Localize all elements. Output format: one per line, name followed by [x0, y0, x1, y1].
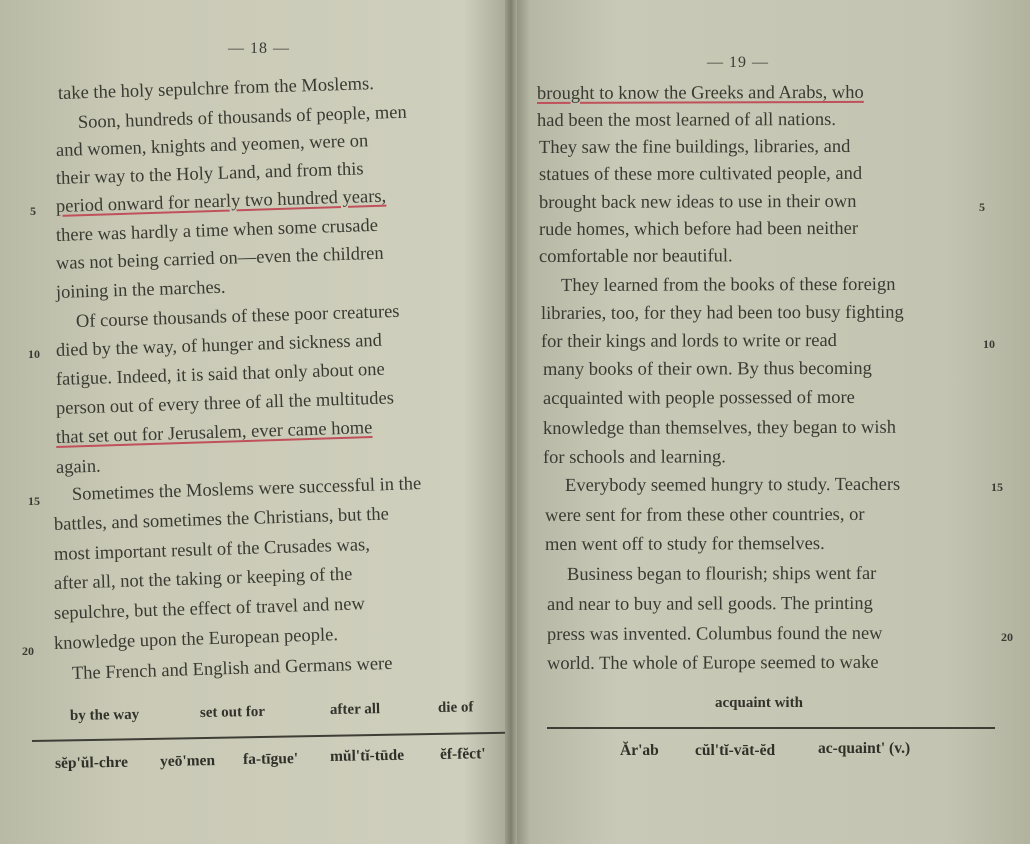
text-line: period onward for nearly two hundred years,: [55, 186, 387, 217]
text-line: brought to know the Greeks and Arabs, who: [536, 82, 864, 104]
text-line: statues of these more cultivated people, and: [538, 163, 863, 185]
vocab-item: die of: [437, 699, 474, 716]
text-line: The French and English and Germans were: [71, 653, 393, 684]
pronunciation-item: mŭl'tĭ-tūde: [329, 746, 405, 765]
text-line: press was invented. Columbus found the new: [546, 623, 883, 645]
text-line: rude homes, which before had been neither: [538, 218, 859, 240]
pronunciation-item: yeō'men: [159, 752, 216, 770]
text-line: acquainted with people possessed of more: [542, 387, 855, 409]
pronunciation-item: cŭl'tĭ-vāt-ĕd: [695, 742, 776, 759]
line-number: 10: [28, 347, 40, 361]
text-line: sepulchre, but the effect of travel and new: [53, 594, 366, 624]
text-line: many books of their own. By thus becoming: [542, 358, 872, 380]
text-line: was not being carried on—even the children: [55, 243, 384, 274]
line-number: 15: [28, 494, 40, 508]
text-line: knowledge upon the European people.: [53, 625, 339, 654]
divider-rule: [32, 732, 507, 742]
text-line: most important result of the Crusades was,: [53, 535, 371, 565]
text-line: person out of every three of all the multitudes: [55, 388, 395, 419]
text-line: for schools and learning.: [542, 447, 726, 468]
pronunciation-item: Ăr'ab: [620, 742, 659, 759]
pronunciation-item: ac-quaint' (v.): [818, 740, 911, 757]
pronunciation-item: fa-tīgue': [242, 750, 299, 768]
text-line: brought back new ideas to use in their own: [538, 191, 857, 213]
text-line: after all, not the taking or keeping of the: [53, 564, 353, 594]
text-line: their way to the Holy Land, and from this: [55, 159, 364, 189]
text-line: They saw the fine buildings, libraries, and: [538, 136, 851, 158]
line-number: 5: [979, 200, 985, 214]
text-line: for their kings and lords to write or read: [540, 330, 837, 352]
vocab-item: acquaint with: [715, 695, 803, 711]
line-number: 15: [991, 480, 1003, 494]
text-line: Business began to flourish; ships went far: [566, 563, 877, 585]
vocab-item: set out for: [199, 703, 266, 721]
text-line: They learned from the books of these foreign: [560, 274, 896, 296]
text-line: joining in the marches.: [55, 277, 226, 303]
text-line: take the holy sepulchre from the Moslems.: [57, 74, 375, 104]
text-line: and women, knights and yeomen, were on: [55, 131, 369, 161]
line-number: 10: [983, 337, 995, 351]
line-number: 5: [30, 204, 36, 218]
text-line: died by the way, of hunger and sickness and: [55, 330, 383, 361]
text-line: were sent for from these other countries, or: [544, 504, 865, 526]
right-page: [515, 0, 1030, 844]
text-line: that set out for Jerusalem, ever came home: [55, 418, 373, 448]
text-line: world. The whole of Europe seemed to wake: [546, 652, 879, 674]
page-number: — 19 —: [707, 54, 769, 71]
text-line: and near to buy and sell goods. The printing: [546, 593, 873, 615]
text-line: Of course thousands of these poor creatures: [75, 301, 400, 332]
text-line: comfortable nor beautiful.: [538, 246, 733, 267]
text-line: Soon, hundreds of thousands of people, men: [77, 102, 407, 133]
vocab-item: by the way: [69, 706, 140, 724]
text-line: fatigue. Indeed, it is said that only about one: [55, 359, 385, 390]
text-line: men went off to study for themselves.: [544, 534, 825, 555]
text-line: battles, and sometimes the Christians, but the: [53, 504, 390, 535]
left-page: [0, 0, 505, 844]
text-line: again.: [55, 456, 101, 478]
text-line: Everybody seemed hungry to study. Teachers: [564, 474, 901, 496]
text-line: Sometimes the Moslems were successful in the: [71, 474, 422, 505]
text-line: had been the most learned of all nations.: [536, 109, 837, 131]
text-line: there was hardly a time when some crusade: [55, 215, 379, 246]
divider-rule: [547, 727, 995, 729]
line-number: 20: [22, 644, 34, 658]
pronunciation-item: sĕp'ŭl-chre: [54, 753, 129, 772]
vocab-item: after all: [329, 701, 381, 718]
line-number: 20: [1001, 630, 1013, 644]
page-number: — 18 —: [228, 40, 290, 57]
text-line: knowledge than themselves, they began to wish: [542, 417, 896, 439]
pronunciation-item: ĕf-fĕct': [439, 745, 486, 763]
text-line: libraries, too, for they had been too busy fighting: [540, 302, 904, 324]
